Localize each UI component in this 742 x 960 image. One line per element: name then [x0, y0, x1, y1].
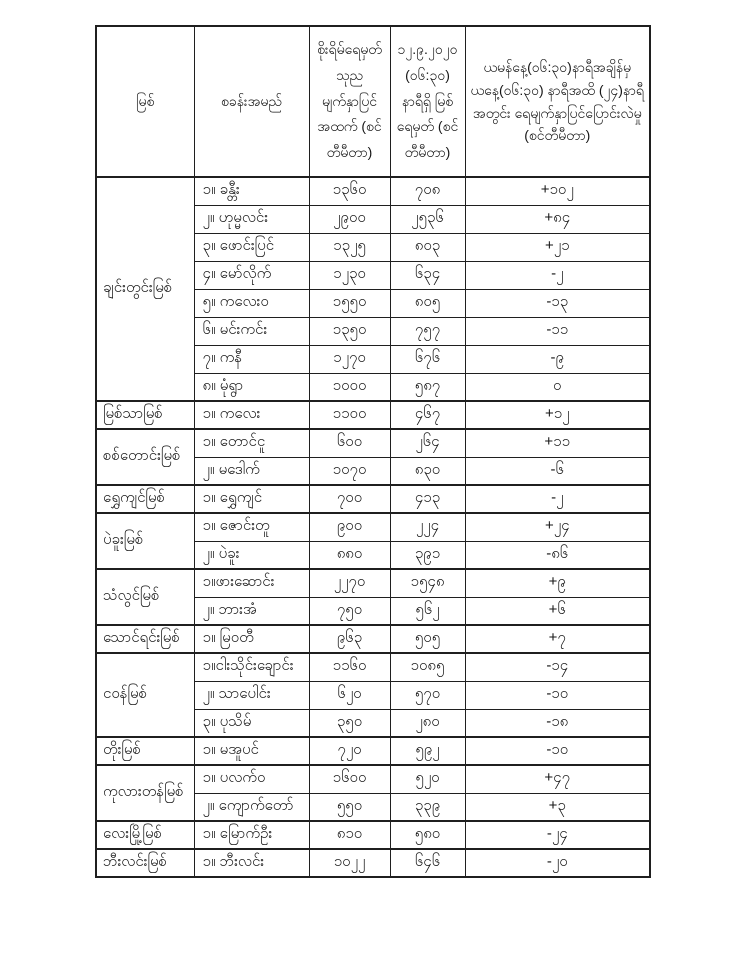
table-row — [96, 513, 650, 541]
river-cell: ငဝန်မြစ် — [96, 653, 194, 737]
station-cell: ၄။ မော်လိုက် — [194, 261, 309, 289]
change-cell: +၈၄ — [465, 205, 650, 233]
station-cell: ၈။ မုံရွာ — [194, 373, 309, 401]
table-row — [96, 765, 650, 793]
header-danger-level: စိုးရိမ်ရေမှတ် သုည မျက်နှာပြင် အထက် (စင်တီမီတာ) — [309, 26, 390, 177]
current-level-cell: ၃၉၁ — [390, 541, 465, 569]
station-cell: ၂။ ဘားအံ — [194, 597, 309, 625]
river-cell: စစ်တောင်းမြစ် — [96, 429, 194, 485]
river-cell: ကုလားတန်မြစ် — [96, 765, 194, 821]
danger-level-cell: ၈၈၀ — [309, 541, 390, 569]
station-cell: ၁။ ပလက်ဝ — [194, 765, 309, 793]
station-cell: ၁။ ရွှေကျင် — [194, 485, 309, 513]
danger-level-cell: ၁၁၆၀ — [309, 653, 390, 681]
change-cell: -၂ — [465, 485, 650, 513]
change-cell: ၀ — [465, 373, 650, 401]
current-level-cell: ၆၇၆ — [390, 345, 465, 373]
current-level-cell: ၈၃၀ — [390, 457, 465, 485]
change-cell: -၉ — [465, 345, 650, 373]
change-cell: -၂ — [465, 261, 650, 289]
danger-level-cell: ၆၂၀ — [309, 681, 390, 709]
change-cell: +၂၄ — [465, 513, 650, 541]
danger-level-cell: ၁၂၃၀ — [309, 261, 390, 289]
station-cell: ၁။ငါးသိုင်းချောင်း — [194, 653, 309, 681]
current-level-cell: ၅၉၂ — [390, 737, 465, 765]
danger-level-cell: ၇၂၀ — [309, 737, 390, 765]
table-header-row — [96, 26, 650, 177]
table-row — [96, 569, 650, 597]
current-level-cell: ၄၆၇ — [390, 401, 465, 429]
current-level-cell: ၅၈၀ — [390, 821, 465, 849]
river-cell: ချင်းတွင်းမြစ် — [96, 177, 194, 401]
change-cell: +၂၁ — [465, 233, 650, 261]
current-level-cell: ၇၅၇ — [390, 317, 465, 345]
current-level-cell: ၂၂၄ — [390, 513, 465, 541]
change-cell: -၁၃ — [465, 289, 650, 317]
table-row — [96, 429, 650, 457]
danger-level-cell: ၇၀၀ — [309, 485, 390, 513]
change-cell: -၆ — [465, 457, 650, 485]
current-level-cell: ၆၄၆ — [390, 849, 465, 877]
river-cell: ပဲခူးမြစ် — [96, 513, 194, 569]
table-row — [96, 177, 650, 205]
current-level-cell: ၁၅၄၈ — [390, 569, 465, 597]
current-level-cell: ၂၈၀ — [390, 709, 465, 737]
change-cell: -၂၄ — [465, 821, 650, 849]
current-level-cell: ၈၀၃ — [390, 233, 465, 261]
station-cell: ၂။ မဒေါက် — [194, 457, 309, 485]
station-cell: ၁။ဖားဆောင်း — [194, 569, 309, 597]
current-level-cell: ၅၈၇ — [390, 373, 465, 401]
current-level-cell: ၅၆၂ — [390, 597, 465, 625]
station-cell: ၁။ ခန္တီး — [194, 177, 309, 205]
station-cell: ၁။ ဘီးလင်း — [194, 849, 309, 877]
river-cell: မြစ်သာမြစ် — [96, 401, 194, 429]
station-cell: ၁။ မြောက်ဦး — [194, 821, 309, 849]
danger-level-cell: ၁၃၂၅ — [309, 233, 390, 261]
change-cell: -၁၄ — [465, 653, 650, 681]
change-cell: -၁၈ — [465, 709, 650, 737]
change-cell: +၁၁ — [465, 429, 650, 457]
header-24h-change: ယမန်နေ့(၀၆:၃၀)နာရီအချိန်မှ ယနေ့(၀၆:၃၀) နာရီအထိ (၂၄)နာရီအတွင်း ရေမျက်နှာပြင်ပြောင်းလဲမှု (စင်တီမီတာ) — [465, 26, 650, 177]
danger-level-cell: ၂၉၀၀ — [309, 205, 390, 233]
river-cell: ရွှေကျင်မြစ် — [96, 485, 194, 513]
station-cell: ၂။ သာပေါင်း — [194, 681, 309, 709]
danger-level-cell: ၆၀၀ — [309, 429, 390, 457]
current-level-cell: ၈၀၅ — [390, 289, 465, 317]
station-cell: ၁။ ကလေး — [194, 401, 309, 429]
danger-level-cell: ၉၆၃ — [309, 625, 390, 653]
table-row — [96, 401, 650, 429]
current-level-cell: ၇၀၈ — [390, 177, 465, 205]
table-row — [96, 737, 650, 765]
table-row — [96, 821, 650, 849]
station-cell: ၁။ မအူပင် — [194, 737, 309, 765]
danger-level-cell: ၈၁၀ — [309, 821, 390, 849]
station-cell: ၂။ ဟုမ္မလင်း — [194, 205, 309, 233]
danger-level-cell: ၉၀၀ — [309, 513, 390, 541]
change-cell: +၁၀၂ — [465, 177, 650, 205]
change-cell: +၆ — [465, 597, 650, 625]
current-level-cell: ၅၇၀ — [390, 681, 465, 709]
change-cell: -၁၁ — [465, 317, 650, 345]
river-cell: လေးမြို့မြစ် — [96, 821, 194, 849]
change-cell: +၄၇ — [465, 765, 650, 793]
station-cell: ၅။ ကလေးဝ — [194, 289, 309, 317]
danger-level-cell: ၁၁၀၀ — [309, 401, 390, 429]
danger-level-cell: ၇၅၀ — [309, 597, 390, 625]
current-level-cell: ၆၃၄ — [390, 261, 465, 289]
table-row — [96, 653, 650, 681]
change-cell: +၉ — [465, 569, 650, 597]
current-level-cell: ၂၆၄ — [390, 429, 465, 457]
current-level-cell: ၅၂၀ — [390, 765, 465, 793]
danger-level-cell: ၁၀၂၂ — [309, 849, 390, 877]
change-cell: -၁၀ — [465, 737, 650, 765]
station-cell: ၂။ ကျောက်တော် — [194, 793, 309, 821]
danger-level-cell: ၁၂၇၀ — [309, 345, 390, 373]
current-level-cell: ၄၁၃ — [390, 485, 465, 513]
header-station: စခန်းအမည် — [194, 26, 309, 177]
water-level-table — [95, 25, 651, 878]
table-row — [96, 485, 650, 513]
change-cell: +၃ — [465, 793, 650, 821]
table-row — [96, 625, 650, 653]
station-cell: ၃။ ဖောင်းပြင် — [194, 233, 309, 261]
current-level-cell: ၂၅၃၆ — [390, 205, 465, 233]
river-cell: ဘီးလင်းမြစ် — [96, 849, 194, 877]
station-cell: ၁။ မြဝတီ — [194, 625, 309, 653]
station-cell: ၆။ မင်းကင်း — [194, 317, 309, 345]
danger-level-cell: ၁၆၀၀ — [309, 765, 390, 793]
table-row — [96, 849, 650, 877]
river-cell: သောင်ရင်းမြစ် — [96, 625, 194, 653]
danger-level-cell: ၁၀၀၀ — [309, 373, 390, 401]
danger-level-cell: ၁၃၆၀ — [309, 177, 390, 205]
station-cell: ၁။ တောင်ငူ — [194, 429, 309, 457]
river-cell: တိုးမြစ် — [96, 737, 194, 765]
danger-level-cell: ၃၅၀ — [309, 709, 390, 737]
header-current-level: ၁၂.၉.၂၀၂၀ (၀၆:၃၀) နာရီရှိ မြစ်ရေမှတ် (စင်တီမီတာ) — [390, 26, 465, 177]
danger-level-cell: ၅၅၀ — [309, 793, 390, 821]
station-cell: ၃။ ပုသိမ် — [194, 709, 309, 737]
danger-level-cell: ၁၃၅၀ — [309, 317, 390, 345]
current-level-cell: ၅၀၅ — [390, 625, 465, 653]
danger-level-cell: ၁၅၅၀ — [309, 289, 390, 317]
header-river: မြစ် — [96, 26, 194, 177]
current-level-cell: ၁၀၈၅ — [390, 653, 465, 681]
river-cell: သံလွင်မြစ် — [96, 569, 194, 625]
station-cell: ၁။ ဇောင်းတူ — [194, 513, 309, 541]
change-cell: +၁၂ — [465, 401, 650, 429]
danger-level-cell: ၁၀၇၀ — [309, 457, 390, 485]
change-cell: +၇ — [465, 625, 650, 653]
station-cell: ၇။ ကနီ — [194, 345, 309, 373]
change-cell: -၈၆ — [465, 541, 650, 569]
station-cell: ၂။ ပဲခူး — [194, 541, 309, 569]
change-cell: -၂၀ — [465, 849, 650, 877]
current-level-cell: ၃၃၉ — [390, 793, 465, 821]
change-cell: -၁၀ — [465, 681, 650, 709]
danger-level-cell: ၂၂၇၀ — [309, 569, 390, 597]
